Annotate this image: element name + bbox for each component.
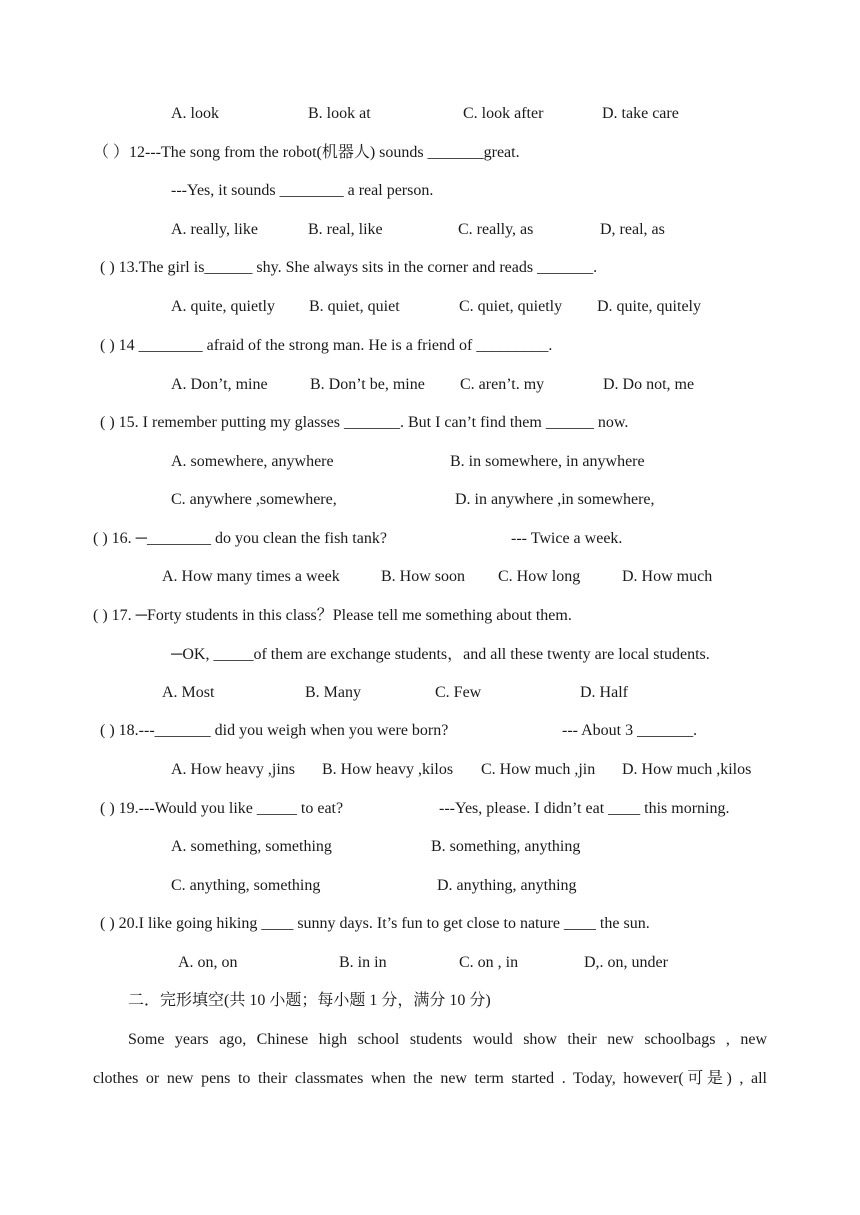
q18-option-a: A. How heavy ,jins: [171, 761, 295, 778]
q16-option-d: D. How much: [622, 568, 713, 585]
q14-option-b: B. Don’t be, mine: [310, 376, 425, 393]
q11-option-b: B. look at: [308, 105, 371, 122]
q19-option-b: B. something, anything: [431, 838, 581, 855]
q13-option-d: D. quite, quitely: [597, 298, 701, 315]
q19-option-c: C. anything, something: [171, 877, 321, 894]
q18-option-c: C. How much ,jin: [481, 761, 596, 778]
q20-option-c: C. on , in: [459, 954, 519, 971]
q11-option-d: D. take care: [602, 105, 679, 122]
q15-stem: ( ) 15. I remember putting my glasses _______. But I can’t find them ______ now.: [100, 414, 629, 431]
q13-option-c: C. quiet, quietly: [459, 298, 563, 315]
q18-option-b: B. How heavy ,kilos: [322, 761, 454, 778]
passage-line-2: clothes or new pens to their classmates when the new term started . Today, however(可是) , all: [93, 1070, 767, 1087]
q14-stem: ( ) 14 ________ afraid of the strong man. He is a friend of _________.: [100, 337, 553, 354]
q17-reply: ─OK, _____of them are exchange students，and all these twenty are local students.: [171, 646, 710, 663]
q15-option-b: B. in somewhere, in anywhere: [450, 453, 645, 470]
q15-option-a: A. somewhere, anywhere: [171, 453, 334, 470]
q14-option-c: C. aren’t. my: [460, 376, 545, 393]
q17-option-d: D. Half: [580, 684, 628, 701]
q12-reply: ---Yes, it sounds ________ a real person.: [171, 182, 434, 199]
q18-option-d: D. How much ,kilos: [622, 761, 752, 778]
q16-stem: ( ) 16. ─________ do you clean the fish tank?: [93, 530, 387, 547]
q20-option-d: D,. on, under: [584, 954, 668, 971]
q20-option-b: B. in in: [339, 954, 387, 971]
q13-option-a: A. quite, quietly: [171, 298, 275, 315]
q16-option-a: A. How many times a week: [162, 568, 340, 585]
q18-stem: ( ) 18.---_______ did you weigh when you were born?: [100, 722, 449, 739]
q16-reply: --- Twice a week.: [511, 530, 623, 547]
q15-option-c: C. anywhere ,somewhere,: [171, 491, 337, 508]
q13-stem: ( ) 13.The girl is______ shy. She always sits in the corner and reads _______.: [100, 259, 598, 276]
q19-stem: ( ) 19.---Would you like _____ to eat?: [100, 800, 344, 817]
q13-option-b: B. quiet, quiet: [309, 298, 400, 315]
q12-option-d: D, real, as: [600, 221, 665, 238]
q19-option-a: A. something, something: [171, 838, 332, 855]
q17-stem: ( ) 17. ─Forty students in this class？Please tell me something about them.: [93, 607, 572, 624]
q11-option-c: C. look after: [463, 105, 544, 122]
q19-reply: ---Yes, please. I didn’t eat ____ this morning.: [439, 800, 730, 817]
q16-option-b: B. How soon: [381, 568, 466, 585]
q11-option-a: A. look: [171, 105, 219, 122]
q12-stem: （ ）12---The song from the robot(机器人) sounds _______great.: [93, 144, 520, 161]
q14-option-a: A. Don’t, mine: [171, 376, 268, 393]
q15-option-d: D. in anywhere ,in somewhere,: [455, 491, 655, 508]
q12-option-a: A. really, like: [171, 221, 258, 238]
q12-option-c: C. really, as: [458, 221, 534, 238]
passage-line-1: Some years ago, Chinese high school students would show their new schoolbags , new: [128, 1031, 767, 1048]
q18-reply: --- About 3 _______.: [562, 722, 698, 739]
q17-option-a: A. Most: [162, 684, 215, 701]
q16-option-c: C. How long: [498, 568, 581, 585]
q17-option-b: B. Many: [305, 684, 361, 701]
q17-option-c: C. Few: [435, 684, 482, 701]
q14-option-d: D. Do not, me: [603, 376, 695, 393]
q12-option-b: B. real, like: [308, 221, 383, 238]
section-2-title: 二．完形填空(共 10 小题；每小题 1 分，满分 10 分): [128, 992, 491, 1009]
q20-option-a: A. on, on: [178, 954, 238, 971]
q20-stem: ( ) 20.I like going hiking ____ sunny days. It’s fun to get close to nature ____ the sun.: [100, 915, 650, 932]
q19-option-d: D. anything, anything: [437, 877, 577, 894]
